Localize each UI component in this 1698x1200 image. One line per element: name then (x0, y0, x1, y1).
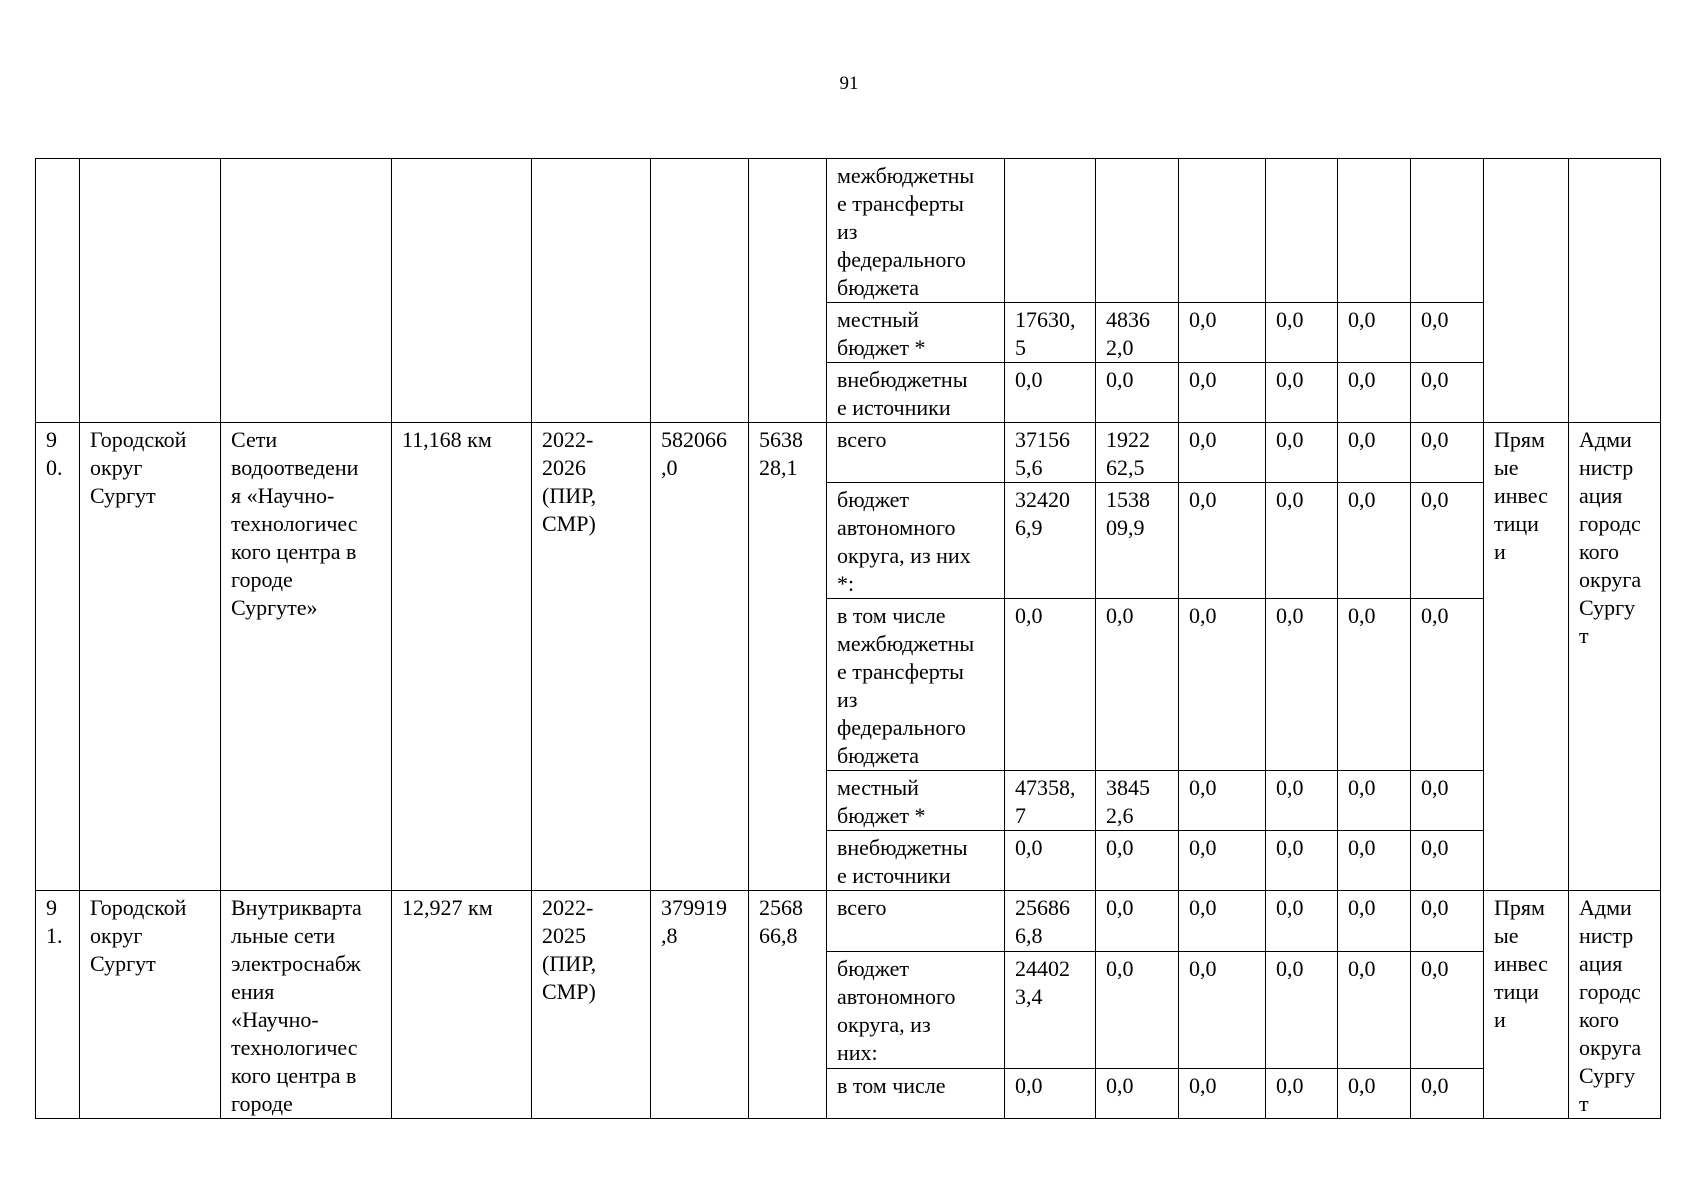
cell-value: 37156 5,6 (1005, 423, 1096, 483)
budget-table (35, 158, 1661, 1119)
cell-municipality: Городской округ Сургут (80, 423, 221, 891)
cell-period: 2022- 2025 (ПИР, СМР) (532, 891, 651, 1119)
cell-value: 0,0 (1179, 951, 1266, 1068)
cell-value: 3845 2,6 (1096, 771, 1179, 831)
cell-period: 2022- 2026 (ПИР, СМР) (532, 423, 651, 891)
cell-value: 0,0 (1411, 951, 1484, 1068)
cell-value: 0,0 (1338, 771, 1411, 831)
cell-remaining: 2568 66,8 (749, 891, 827, 1119)
cell-value: 0,0 (1179, 771, 1266, 831)
cell-num (36, 159, 80, 423)
cell-value: 0,0 (1005, 599, 1096, 771)
cell-investment-type: Прям ые инвес тици и (1484, 891, 1569, 1119)
cell-value: 0,0 (1179, 831, 1266, 891)
cell-value: 0,0 (1411, 363, 1484, 423)
cell-municipality (80, 159, 221, 423)
cell-value: 0,0 (1266, 363, 1338, 423)
cell-period (532, 159, 651, 423)
cell-customer: Адми нистр ация городс кого округа Сургу т (1569, 891, 1661, 1119)
cell-value (1266, 159, 1338, 303)
cell-value: 0,0 (1411, 891, 1484, 952)
cell-source: в том числе межбюджетны е трансферты из федерального бюджета (827, 599, 1005, 771)
cell-customer (1569, 159, 1661, 423)
cell-value: 0,0 (1179, 483, 1266, 599)
cell-value: 0,0 (1179, 1068, 1266, 1118)
cell-value: 0,0 (1179, 363, 1266, 423)
cell-source: межбюджетны е трансферты из федерального бюджета (827, 159, 1005, 303)
cell-value: 0,0 (1266, 1068, 1338, 1118)
cell-object: Сети водоотведени я «Научно- технологичес кого центра в городе Сургуте» (221, 423, 392, 891)
cell-value: 0,0 (1338, 599, 1411, 771)
cell-source: местный бюджет * (827, 303, 1005, 363)
cell-value: 0,0 (1411, 599, 1484, 771)
cell-value: 0,0 (1096, 1068, 1179, 1118)
cell-source: внебюджетны е источники (827, 363, 1005, 423)
cell-object: Внутриквартa льные сети электроснабж ения «Научно- технологичес кого центра в городе (221, 891, 392, 1119)
cell-value: 0,0 (1411, 771, 1484, 831)
cell-value: 0,0 (1179, 423, 1266, 483)
cell-value: 0,0 (1266, 599, 1338, 771)
cell-value: 0,0 (1338, 1068, 1411, 1118)
cell-investment-type: Прям ые инвес тици и (1484, 423, 1569, 891)
cell-value: 0,0 (1096, 831, 1179, 891)
cell-value: 0,0 (1411, 423, 1484, 483)
cell-value: 0,0 (1266, 951, 1338, 1068)
cell-value (1411, 159, 1484, 303)
cell-num: 9 1. (36, 891, 80, 1119)
cell-cost: 379919 ,8 (651, 891, 749, 1119)
cell-object (221, 159, 392, 423)
cell-value: 0,0 (1411, 483, 1484, 599)
cell-value: 0,0 (1096, 891, 1179, 952)
cell-value: 0,0 (1096, 599, 1179, 771)
cell-value: 4836 2,0 (1096, 303, 1179, 363)
cell-capacity: 11,168 км (392, 423, 532, 891)
cell-source: бюджет автономного округа, из них *: (827, 483, 1005, 599)
cell-source: всего (827, 891, 1005, 952)
cell-value: 0,0 (1338, 363, 1411, 423)
cell-value: 0,0 (1096, 363, 1179, 423)
cell-source: в том числе (827, 1068, 1005, 1118)
cell-value: 0,0 (1096, 951, 1179, 1068)
cell-value: 0,0 (1266, 303, 1338, 363)
cell-value (1096, 159, 1179, 303)
cell-value (1338, 159, 1411, 303)
cell-source: местный бюджет * (827, 771, 1005, 831)
cell-value: 0,0 (1411, 303, 1484, 363)
cell-value: 0,0 (1338, 951, 1411, 1068)
cell-value: 0,0 (1179, 599, 1266, 771)
cell-value: 0,0 (1266, 891, 1338, 952)
cell-value: 47358, 7 (1005, 771, 1096, 831)
cell-capacity: 12,927 км (392, 891, 532, 1119)
cell-value: 0,0 (1005, 1068, 1096, 1118)
cell-value: 0,0 (1266, 483, 1338, 599)
cell-investment-type (1484, 159, 1569, 423)
cell-cost (651, 159, 749, 423)
cell-value: 0,0 (1338, 831, 1411, 891)
cell-customer: Адми нистр ация городс кого округа Сургу т (1569, 423, 1661, 891)
table-row (36, 423, 1661, 483)
cell-source: бюджет автономного округа, из них: (827, 951, 1005, 1068)
cell-remaining: 5638 28,1 (749, 423, 827, 891)
cell-value: 32420 6,9 (1005, 483, 1096, 599)
cell-value: 1922 62,5 (1096, 423, 1179, 483)
table-row (36, 891, 1661, 952)
cell-value: 0,0 (1266, 831, 1338, 891)
cell-municipality: Городской округ Сургут (80, 891, 221, 1119)
cell-value: 0,0 (1179, 303, 1266, 363)
cell-capacity (392, 159, 532, 423)
cell-source: внебюджетны е источники (827, 831, 1005, 891)
cell-value: 1538 09,9 (1096, 483, 1179, 599)
cell-value: 0,0 (1338, 891, 1411, 952)
cell-value: 0,0 (1338, 303, 1411, 363)
page-number: 91 (839, 73, 859, 94)
cell-value: 24402 3,4 (1005, 951, 1096, 1068)
cell-value: 0,0 (1338, 483, 1411, 599)
cell-value: 0,0 (1411, 831, 1484, 891)
cell-value (1005, 159, 1096, 303)
cell-value: 0,0 (1005, 363, 1096, 423)
cell-cost: 582066 ,0 (651, 423, 749, 891)
cell-value: 0,0 (1411, 1068, 1484, 1118)
table-row (36, 159, 1661, 303)
cell-remaining (749, 159, 827, 423)
cell-value: 0,0 (1338, 423, 1411, 483)
cell-value: 0,0 (1179, 891, 1266, 952)
cell-value: 0,0 (1005, 831, 1096, 891)
cell-value: 17630, 5 (1005, 303, 1096, 363)
cell-source: всего (827, 423, 1005, 483)
cell-value: 0,0 (1266, 423, 1338, 483)
cell-num: 9 0. (36, 423, 80, 891)
cell-value: 25686 6,8 (1005, 891, 1096, 952)
cell-value (1179, 159, 1266, 303)
cell-value: 0,0 (1266, 771, 1338, 831)
